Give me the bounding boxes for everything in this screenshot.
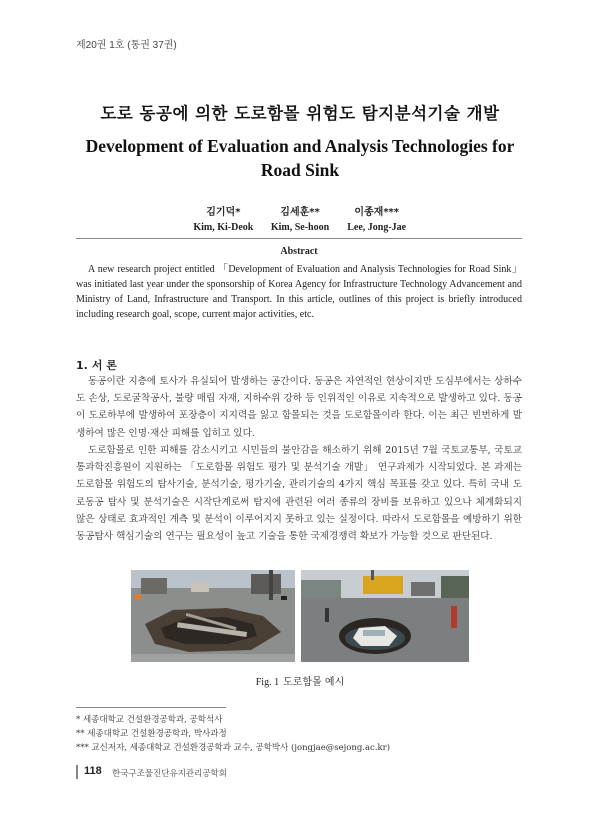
author-2-korean: 김세훈** [280,207,320,218]
abstract-text: A new research project entitled 「Development of Evaluation and Analysis Technologies for Road Sink」 was initiated last year under the sponsorship of Korea Agency for Infrastructure Technology Advancement and Ministry of Land, Infrastructure and Transport. In this article, outlines of this project is briefly introduced including research goal, scope, current major activities, etc. [76,264,522,320]
title-english [40,134,560,182]
footnote-divider [76,707,226,708]
title-korean: 도로 동공에 의한 도로함몰 위험도 탐지분석기술 개발 [100,104,500,123]
section-title: 서 론 [91,359,117,372]
road-sink-photo-2 [301,570,469,662]
footnote-2: ** 세종대학교 건설환경공학과, 박사과정 [76,729,227,739]
author-1-english: Kim, Ki-Deok [193,222,254,233]
title-english-line1: Development of Evaluation and Analysis Technologies for [85,136,515,156]
section-number: 1. [76,359,88,372]
figure-caption [0,673,600,688]
journal-name: 한국구조물진단유지관리공학회 [112,769,227,779]
author-3-english: Lee, Jong-Jae [347,222,407,233]
author-2-english: Kim, Se-hoon [270,222,330,233]
body-paragraph-2: 도로함몰로 인한 피해를 감소시키고 시민들의 불안감을 해소하기 위해 2015년 7월 국토교통부, 국토교통과학진흥원이 지원하는 「도로함몰 위험도 평가 및 분석기술 개발」 연구과제가 시작되었다. 본 과제는 도로함몰 위험도의 탐사기술, 분석기술, 평가기술, 관리기술의 4가지 핵심 목표를 갖고 있다. 특히 국내 도로동공 탐사 및 분석기술은 시작단계로써 탐지에 관련된 여러 종류의 장비를 보유하고 있으나 체계화되지 않은 상태로 효과적인 계측 및 분석이 이루어지지 못하고 있는 실정이다. 따라서 도로함몰을 예방하기 위한 동공탐사 핵심기술의 연구는 필요성이 높고 기술을 통한 국제경쟁력 확보가 가능할 것으로 판단된다. [76,445,522,543]
road-sink-photo-1 [131,570,295,662]
footnote-3: *** 교신저자, 세종대학교 건설환경공학과 교수, 공학박사 (jongjae@sejong.ac.kr) [76,743,391,753]
road-sink-photo-1-image [131,570,295,662]
author-3-korean: 이종재*** [354,207,400,218]
abstract-heading: Abstract [280,246,318,257]
road-sink-photo-2-image [301,570,469,662]
abstract-divider [76,238,522,239]
page-number-bar [76,765,78,779]
author-block [150,203,450,233]
body-paragraph-1: 동공이란 지층에 토사가 유실되어 발생하는 공간이다. 동공은 자연적인 현상이지만 도심부에서는 상하수도 손상, 도로굴착공사, 불량 매립 자재, 지하수위 강하 등 인위적인 이유로 지속적으로 발생하고 있다. 동공이 도로하부에 발생하여 포장층이 지지력을 잃고 함몰되는 것을 도로함몰이라 한다. 이는 최근 빈번하게 발생하여 많은 인명·재산 피해를 입히고 있다. [76,376,522,439]
section-heading [76,357,117,373]
figure-caption-text: 도로함몰 예시 [283,677,345,688]
issue-header: 제20권 1호 (통권 37권) [76,40,177,51]
footnote-1: * 세종대학교 건설환경공학과, 공학석사 [76,715,223,725]
author-1-korean: 김기덕* [206,207,241,218]
title-english-line2: Road Sink [260,160,340,180]
figure-label: Fig. 1 [255,677,280,688]
page-number: 118 [84,765,102,777]
